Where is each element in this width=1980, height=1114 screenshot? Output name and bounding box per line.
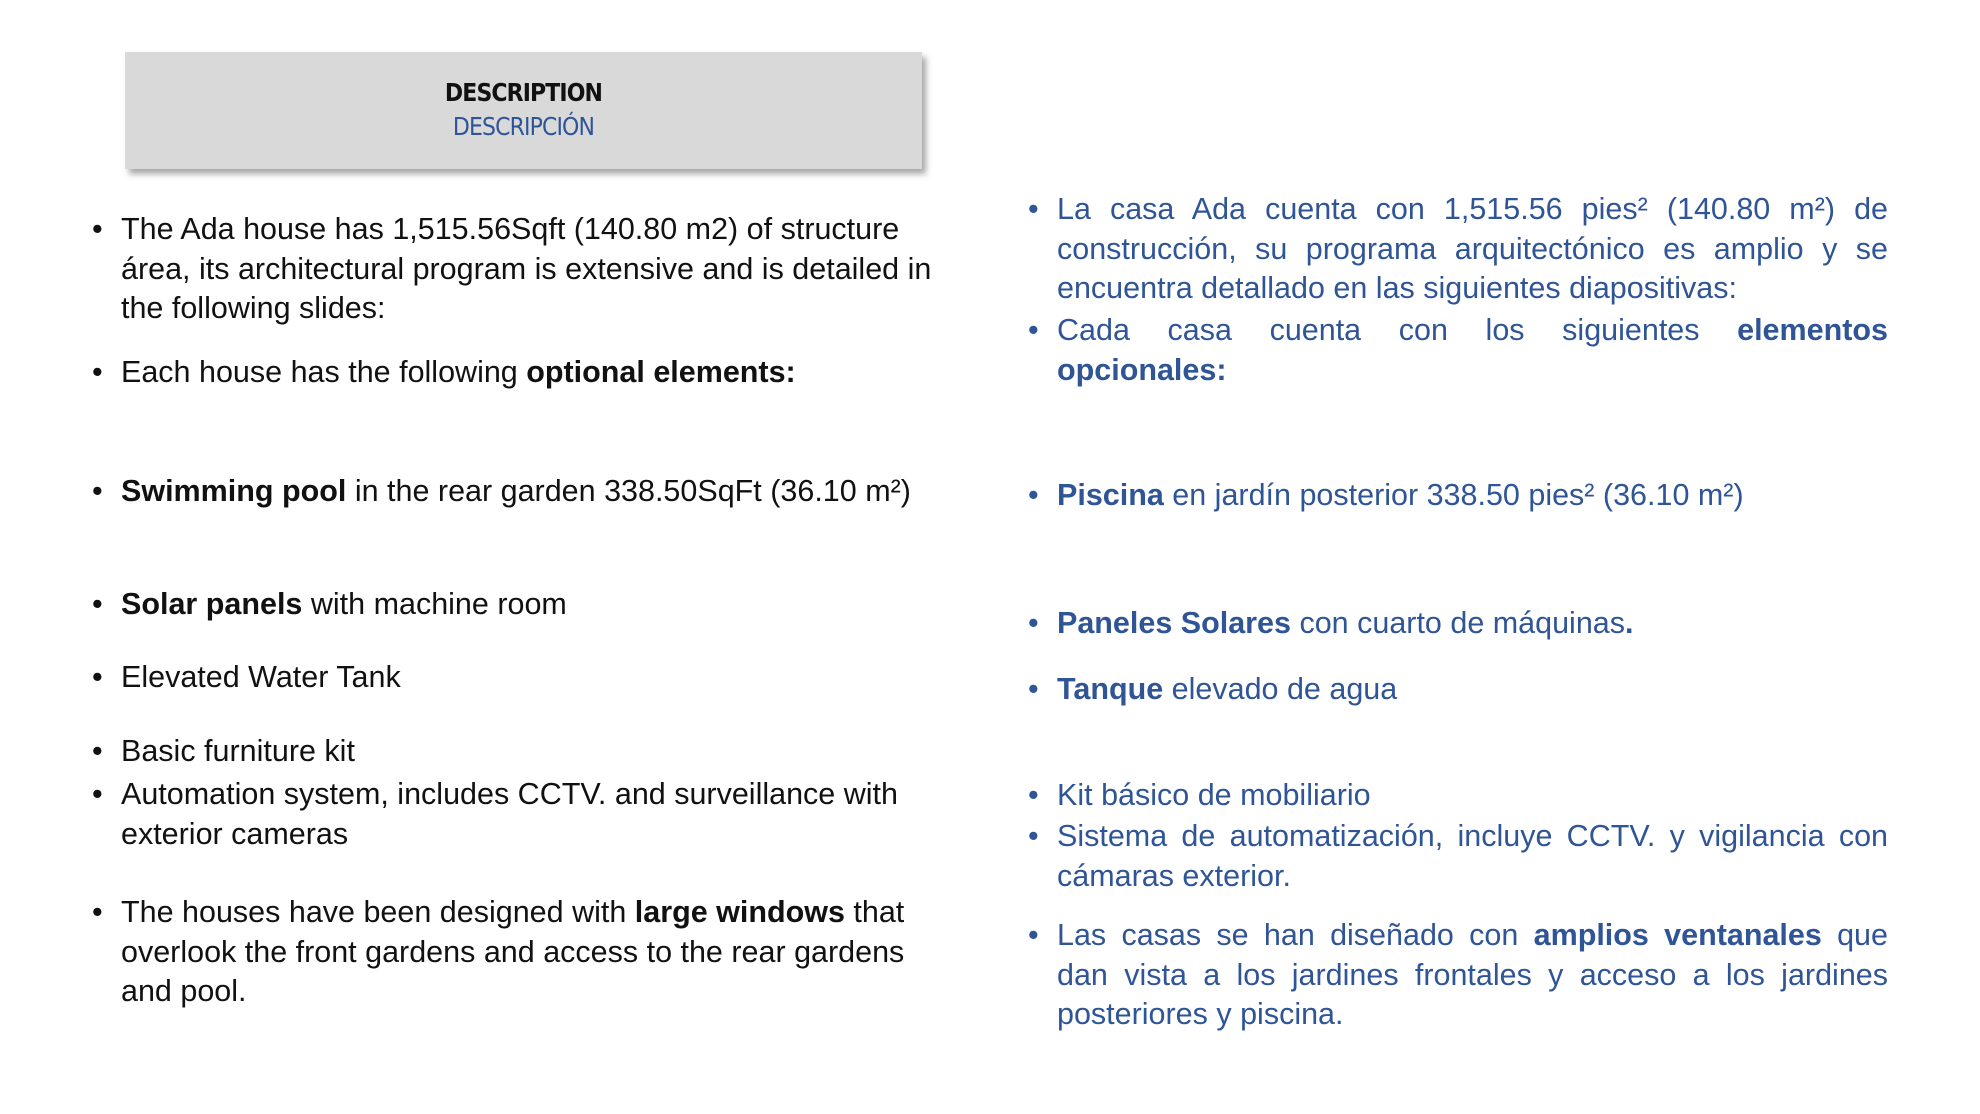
list-item-tank-es <box>1057 670 1888 710</box>
header-title: DESCRIPTION <box>444 78 603 107</box>
windows-prefix: The houses have been designed with <box>121 895 635 929</box>
intro-text-es: La casa Ada cuenta con 1,515.56 pies² (140.80 m²) de construcción, su programa arquitectónico es amplio y se encuentra detallado en las siguientes diapositivas: <box>1057 192 1888 305</box>
solar-bold: Solar panels <box>121 587 303 621</box>
list-item-windows <box>121 893 961 1012</box>
list-item-automation-es <box>1057 817 1888 896</box>
list-item-solar-es <box>1057 604 1888 644</box>
list-item-optional-es <box>1057 311 1888 390</box>
windows-rest-es: que dan vista a los jardines frontales y acceso a los jardines posteriores y piscina. <box>1057 918 1888 1031</box>
list-item-automation <box>121 775 961 854</box>
solar-end-es: . <box>1625 606 1634 640</box>
solar-rest-es: con cuarto de máquinas <box>1290 606 1625 640</box>
list-item-optional <box>121 353 961 393</box>
pool-rest: in the rear garden 338.50SqFt (36.10 m²) <box>346 474 911 508</box>
list-item-furniture <box>121 732 961 772</box>
automation-text-es: Sistema de automatización, incluye CCTV. y vigilancia con cámaras exterior. <box>1057 819 1888 893</box>
list-item-tank <box>121 658 961 698</box>
furniture-text-es: Kit básico de mobiliario <box>1057 778 1371 812</box>
list-item-windows-es <box>1057 916 1888 1035</box>
optional-bold-es: elementos opcionales: <box>1057 313 1888 387</box>
furniture-text: Basic furniture kit <box>121 734 355 768</box>
tank-text: Elevated Water Tank <box>121 660 401 694</box>
pool-bold: Swimming pool <box>121 474 347 508</box>
list-item-pool-es <box>1057 476 1888 516</box>
optional-bold: optional elements: <box>526 355 796 389</box>
automation-text: Automation system, includes CCTV. and surveillance with exterior cameras <box>121 777 898 851</box>
solar-rest: with machine room <box>302 587 567 621</box>
tank-rest-es: elevado de agua <box>1163 672 1398 706</box>
list-item-intro <box>121 210 961 329</box>
intro-text: The Ada house has 1,515.56Sqft (140.80 m2) of structure área, its architectural program is extensive and is detailed in the following slides: <box>121 212 932 325</box>
list-item-solar <box>121 585 961 625</box>
solar-bold-es: Paneles Solares <box>1057 606 1291 640</box>
windows-bold: large windows <box>634 895 845 929</box>
windows-prefix-es: Las casas se han diseñado con <box>1057 918 1534 952</box>
section-header <box>125 52 922 169</box>
tank-bold-es: Tanque <box>1057 672 1164 706</box>
pool-bold-es: Piscina <box>1057 478 1164 512</box>
list-item-intro-es <box>1057 190 1888 309</box>
optional-prefix: Each house has the following <box>121 355 527 389</box>
list-item-pool <box>121 472 961 512</box>
list-item-furniture-es <box>1057 776 1888 816</box>
optional-prefix-es: Cada casa cuenta con los siguientes <box>1057 313 1738 347</box>
pool-rest-es: en jardín posterior 338.50 pies² (36.10 m²) <box>1163 478 1744 512</box>
windows-rest: that overlook the front gardens and access to the rear gardens and pool. <box>121 895 905 1008</box>
windows-bold-es: amplios ventanales <box>1533 918 1822 952</box>
header-subtitle: DESCRIPCIÓN <box>452 112 595 141</box>
